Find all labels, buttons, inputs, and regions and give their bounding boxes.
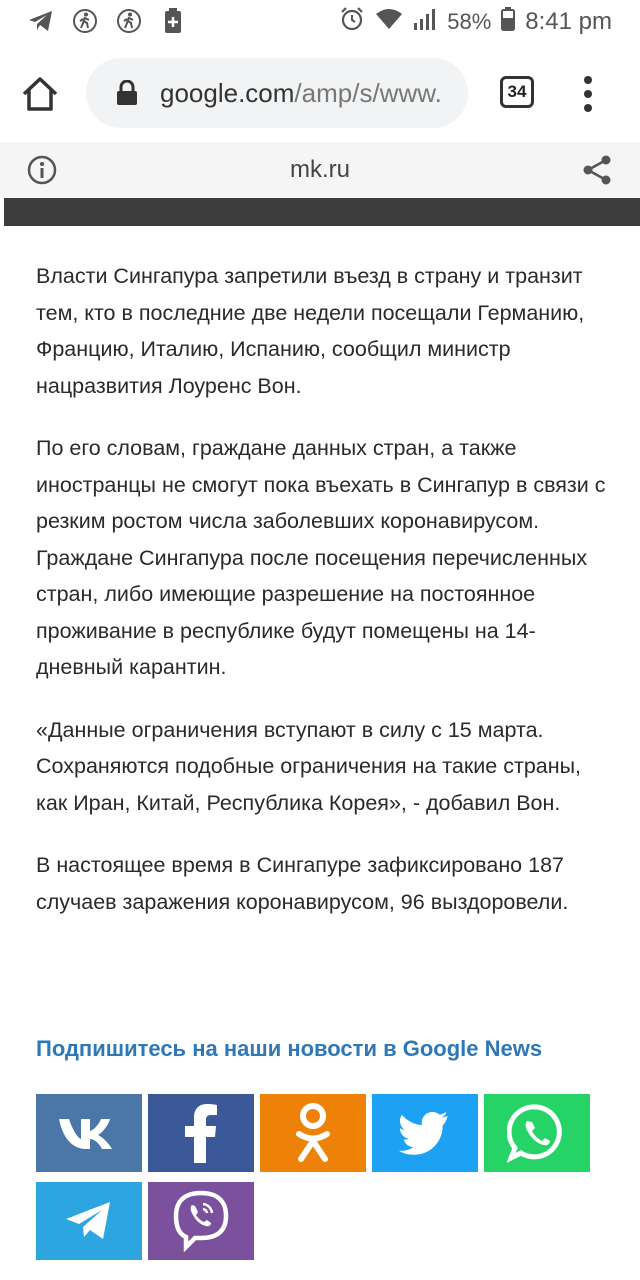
system-status xyxy=(339,6,612,38)
url-text[interactable] xyxy=(160,78,456,109)
tab-switcher-button[interactable]: 34 xyxy=(500,76,534,108)
amp-domain: mk.ru xyxy=(290,156,350,183)
lock-icon xyxy=(116,80,140,106)
walking-icon xyxy=(116,8,142,34)
whatsapp-icon xyxy=(507,1103,567,1163)
page-banner-strip xyxy=(0,198,640,226)
google-news-subscribe-link[interactable]: Подпишитесь на наши новости в Google News xyxy=(36,1036,543,1061)
telegram-icon xyxy=(64,1199,114,1243)
browser-toolbar xyxy=(0,46,640,142)
share-twitter-button[interactable] xyxy=(372,1094,478,1172)
share-whatsapp-button[interactable] xyxy=(484,1094,590,1172)
share-facebook-button[interactable] xyxy=(148,1094,254,1172)
signal-icon xyxy=(413,7,437,37)
twitter-icon xyxy=(399,1111,451,1155)
alarm-icon xyxy=(339,6,365,38)
telegram-icon xyxy=(28,8,54,34)
clock: 8:41 pm xyxy=(525,8,612,35)
home-icon xyxy=(20,74,60,114)
facebook-icon xyxy=(184,1103,218,1163)
article-paragraph: В настоящее время в Сингапуре зафиксировано 187 случаев заражения коронавирусом, 96 выздоровели. xyxy=(36,853,569,914)
share-odnoklassniki-button[interactable] xyxy=(260,1094,366,1172)
status-bar xyxy=(0,0,640,46)
url-host: google.com xyxy=(160,78,295,108)
walking-icon xyxy=(72,8,98,34)
share-icon xyxy=(582,154,612,186)
notification-icons xyxy=(28,8,186,34)
odnoklassniki-icon xyxy=(293,1101,333,1165)
amp-header xyxy=(0,142,640,199)
more-vertical-icon xyxy=(578,72,598,116)
wifi-icon xyxy=(375,8,403,36)
overflow-menu-button[interactable] xyxy=(578,72,598,116)
home-button[interactable] xyxy=(20,74,64,118)
battery-icon xyxy=(501,7,515,37)
share-button[interactable] xyxy=(582,154,612,186)
share-vk-button[interactable] xyxy=(36,1094,142,1172)
share-viber-button[interactable] xyxy=(148,1182,254,1260)
viber-icon xyxy=(171,1190,231,1252)
url-path: /amp/s/www. xyxy=(294,78,442,108)
battery-saver-icon xyxy=(160,8,186,34)
article-paragraph: «Данные ограничения вступают в силу с 15 марта. Сохраняются подобные ограничения на такие страны, как Иран, Китай, Республика Корея», - добавил Вон. xyxy=(36,717,582,815)
url-bar[interactable] xyxy=(86,58,468,128)
article-body xyxy=(36,258,610,946)
article-paragraph: По его словам, граждане данных стран, а также иностранцы не смогут пока въехать в Сингапур в связи с резким ростом числа заболевших коронавирусом. Граждане Сингапура после посещения перечисленных стран, либо имеющие разрешение на постоянное проживание в республике будут помещены на 14-дневный карантин. xyxy=(36,436,606,679)
article-paragraph: Власти Сингапура запретили въезд в страну и транзит тем, кто в последние две недели посещали Германию, Францию, Италию, Испанию, сообщил министр нацразвития Лоуренс Вон. xyxy=(36,264,585,398)
battery-percent: 58% xyxy=(447,9,492,34)
share-telegram-button[interactable] xyxy=(36,1182,142,1260)
vk-icon xyxy=(57,1113,121,1153)
